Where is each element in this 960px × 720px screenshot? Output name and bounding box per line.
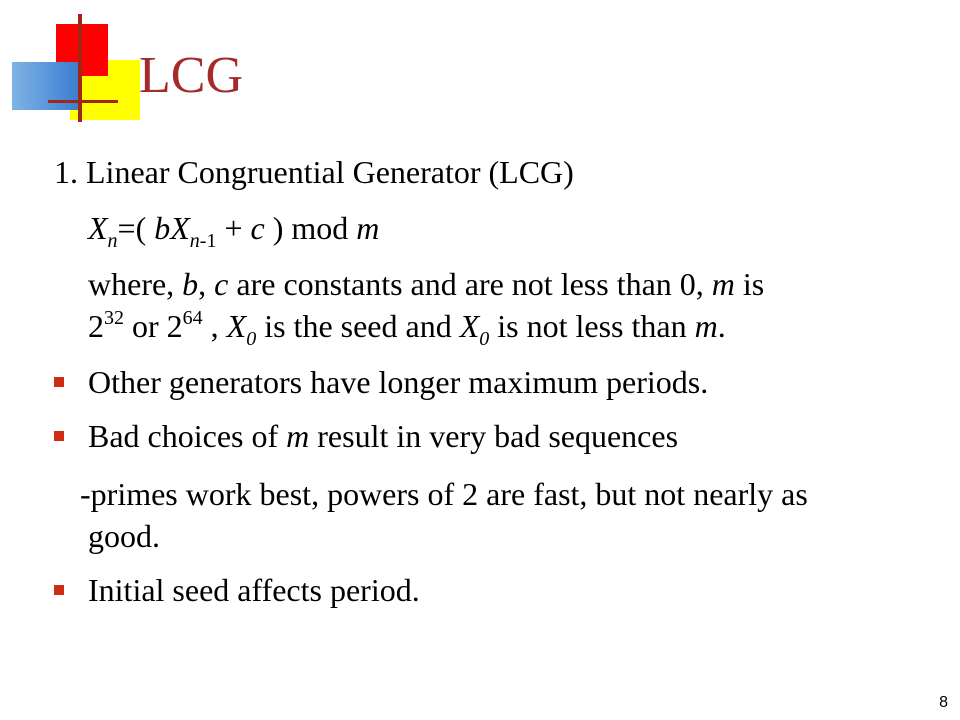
logo-vertical-line <box>78 14 82 122</box>
slide-logo <box>0 0 140 130</box>
bullet-item: Other generators have longer maximum periods. <box>88 364 709 400</box>
logo-horizontal-line <box>48 100 118 103</box>
where-line-1: where, b, c are constants and are not less than 0, m is <box>88 266 765 302</box>
heading-line: 1. Linear Congruential Generator (LCG) <box>54 154 574 190</box>
sub-note-line-2: good. <box>88 518 160 554</box>
page-number: 8 <box>939 694 948 711</box>
bullet-marker <box>54 377 64 387</box>
bullet-marker <box>54 431 64 441</box>
bullet-marker <box>54 585 64 595</box>
bullet-item: Bad choices of m result in very bad sequences <box>88 418 679 454</box>
where-line-2: $2^{32}$ or $2^{64}$ , $X_0$ is the seed and $X_0$ is not less than m. <box>88 307 726 350</box>
formula-line: $X_n=$( $bX_{n-1} + c$ ) mod m <box>88 210 380 252</box>
bullet-item: Initial seed affects period. <box>88 572 420 608</box>
sub-note-line-1: -primes work best, powers of 2 are fast, but not nearly as <box>80 476 808 512</box>
slide-title: LCG <box>139 47 243 104</box>
